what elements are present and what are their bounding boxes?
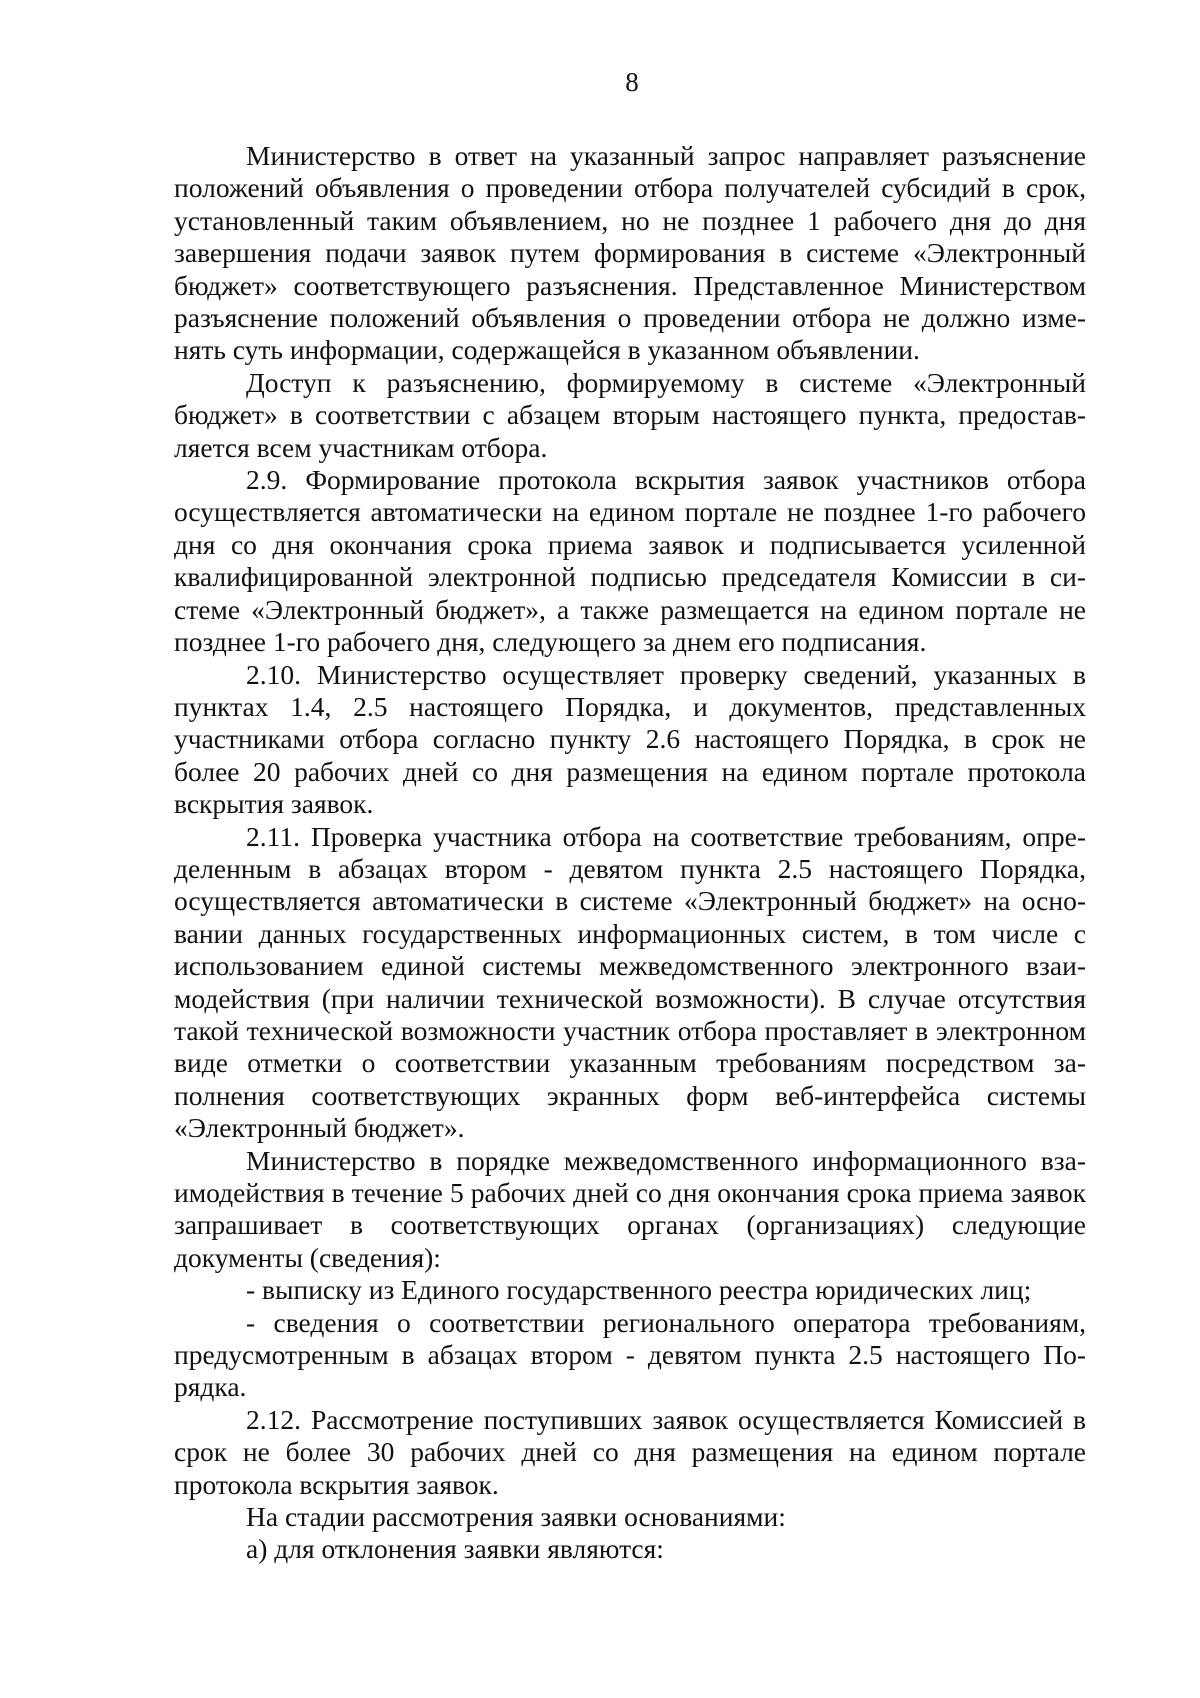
list-item-operator-compliance: - сведения о соответствии регионального оператора требованиям, предусмотренным в абзацах втором - девятом пункта 2.5 настоящего Порядка.: [174, 1306, 1086, 1403]
paragraph-ministry-response: Министерство в ответ на указанный запрос направляет разъяснение положений объявления о проведении отбора получателей субсидий в срок, установленный таким объявлением, но не позднее 1 рабочего дня до дня завершения подачи заявок путем формирования в системе «Электронный бюджет» соответствующего разъяснения. Представленное Министерством разъяснение положений объявления о проведении отбора не должно изменять суть информации, содержащейся в указанном объявлении.: [174, 140, 1086, 366]
paragraph-review-grounds: На стадии рассмотрения заявки основаниями:: [246, 1501, 786, 1533]
page-number: 8: [625, 67, 639, 97]
paragraph-2-10: 2.10. Министерство осуществляет проверку сведений, указанных в пунктах 1.4, 2.5 настоящего Порядка, и документов, представленных участниками отбора согласно пункту 2.6 настоящего Порядка, в срок не более 20 рабочих дней со дня размещения на едином портале протокола вскрытия заявок.: [174, 658, 1086, 820]
paragraph-rejection-grounds: а) для отклонения заявки являются:: [246, 1533, 664, 1565]
paragraph-interagency-request: Министерство в порядке межведомственного информационного взаимодействия в течение 5 рабочих дней со дня окончания срока приема заявок запрашивает в соответствующих органах (организациях) следующие документы (сведения):: [174, 1144, 1086, 1273]
paragraph-2-9: 2.9. Формирование протокола вскрытия заявок участников отбора осуществляется автоматически на едином портале не позднее 1-го рабочего дня со дня окончания срока приема заявок и подписывается усиленной квалифицированной электронной подписью председателя Комиссии в системе «Электронный бюджет», а также размещается на едином портале не позднее 1-го рабочего дня, следующего за днем его подписания.: [174, 464, 1086, 658]
paragraph-2-12: 2.12. Рассмотрение поступивших заявок осуществляется Комиссией в срок не более 30 рабочих дней со дня размещения на едином портале протокола вскрытия заявок.: [174, 1403, 1086, 1500]
paragraph-2-11: 2.11. Проверка участника отбора на соответствие требованиям, определенным в абзацах втором - девятом пункта 2.5 настоящего Порядка, осуществляется автоматически в системе «Электронный бюджет» на основании данных государственных информационных систем, в том числе с использованием единой системы межведомственного электронного взаимодействия (при наличии технической возможности). В случае отсутствия такой технической возможности участник отбора проставляет в электронном виде отметки о соответствии указанным требованиям посредством заполнения соответствующих экранных форм веб-интерфейса системы «Электронный бюджет».: [174, 820, 1086, 1144]
document-body: [174, 140, 1086, 1566]
paragraph-clarification-access: Доступ к разъяснению, формируемому в системе «Электронный бюджет» в соответствии с абзацем вторым настоящего пункта, предоставляется всем участникам отбора.: [174, 366, 1086, 463]
list-item-egrul-extract: - выписку из Единого государственного реестра юридических лиц;: [246, 1274, 1032, 1306]
